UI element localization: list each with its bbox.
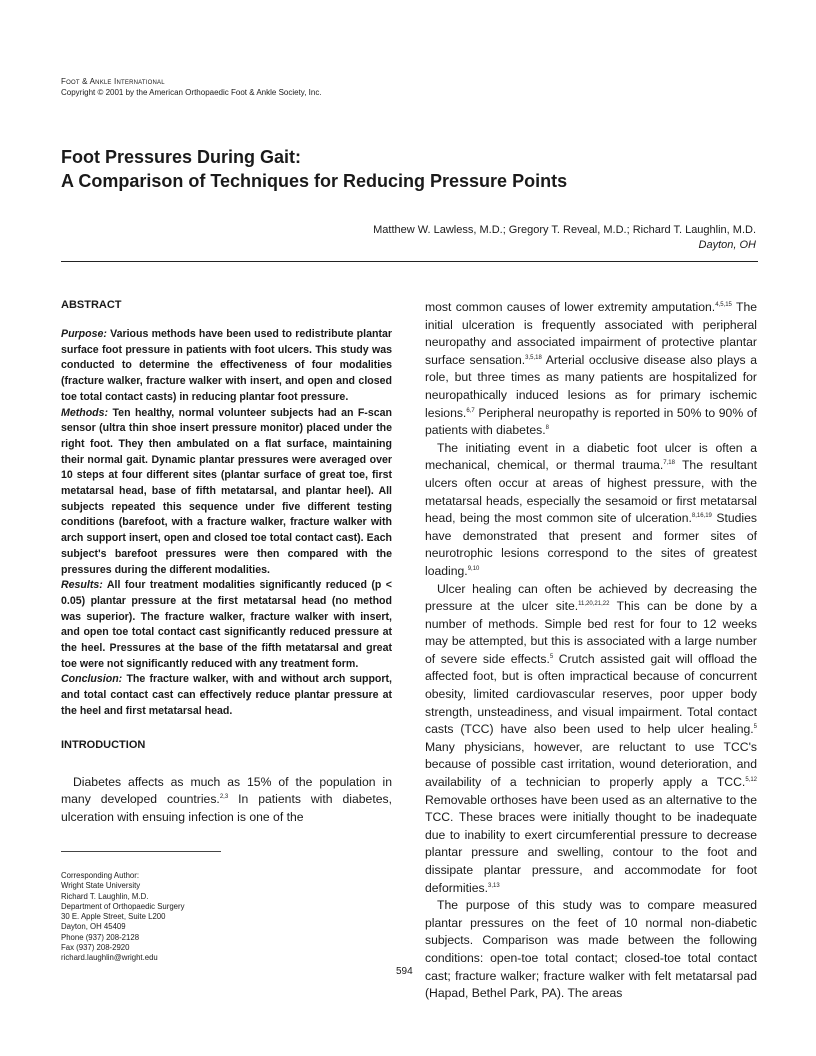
abstract-heading: ABSTRACT xyxy=(61,299,122,311)
p3-text-a: Ulcer healing can often be achieved by decreasing the pressure at the ulcer site. xyxy=(425,581,757,614)
journal-header xyxy=(61,76,322,98)
title-line-1: Foot Pressures During Gait: xyxy=(61,147,302,167)
p1-text-c: Arterial occlusive disease also plays a role, but three times as many patients are hospitalized for neuropathically induced lesions as for primary ischemic lesions. xyxy=(425,352,757,420)
p3-text-d: Many physicians, however, are reluctant to use TCC's because of possible cast irritation, wound deterioration, and availability of a technician to properly apply a TCC. xyxy=(425,739,757,790)
corr-line: Wright State University xyxy=(61,881,141,891)
methods-text: Ten healthy, normal volunteer subjects had an F-scan sensor (ultra thin shoe insert pressure monitor) placed under the right foot. They then ambulated on a flat surface, maintaining their normal gait. Dynamic plantar pressures were averaged over 10 steps at four different sites (plantar surface of great toe, first metatarsal head, base of fifth metatarsal, and plantar heel). All subjects repeated this sequence under five different testing conditions (barefoot, with a fracture walker, fracture walker with arch support insert, open and closed toe total contact cast). Each subject's barefoot pressures were then compared with the pressures during the different modalities. xyxy=(61,406,392,576)
left-column xyxy=(61,298,392,826)
body-paragraph-3 xyxy=(425,581,757,898)
copyright-line: Copyright © 2001 by the American Orthopaedic Foot & Ankle Society, Inc. xyxy=(61,88,322,97)
citation: 6,7 xyxy=(466,407,475,414)
intro-paragraph-1 xyxy=(61,774,392,827)
citation: 5 xyxy=(549,653,554,660)
citation: 9,10 xyxy=(467,565,480,572)
footnote-divider xyxy=(61,851,221,852)
intro-p1-text-a: Diabetes affects as much as 15% of the population in many developed countries. xyxy=(61,774,392,807)
corr-line: Phone (937) 208-2128 xyxy=(61,932,140,942)
p2-text-a: The initiating event in a diabetic foot ulcer is often a mechanical, chemical, or thermal trauma. xyxy=(425,440,757,473)
introduction-heading: INTRODUCTION xyxy=(61,738,146,751)
p3-text-b: This can be done by a number of methods. Simple bed rest for four to 12 weeks may be attempted, but this is associated with a large number of severe side effects. xyxy=(425,599,757,666)
page-number: 594 xyxy=(396,966,413,977)
corr-email: richard.laughlin@wright.edu xyxy=(61,953,158,963)
citation: 11,20,21,22 xyxy=(578,601,610,608)
purpose-text: Various methods have been used to redistribute plantar surface foot pressure in patients with foot ulcers. This study was conducted to determine the effectiveness of four modalities (fracture walker, fracture walker with insert, and open and closed toe total contact casts) in reducing plantar foot pressure. xyxy=(61,328,392,403)
abstract-body xyxy=(61,327,392,720)
right-column xyxy=(425,299,757,1003)
p1-text-b: The initial ulceration is frequently associated with peripheral neuropathy and associated impairment of protective plantar surface sensation. xyxy=(425,300,758,367)
author-block xyxy=(373,223,756,253)
citation: 2,3 xyxy=(219,794,229,801)
p2-text-b: The resultant ulcers often occur at areas of highest pressure, with the metatarsal heads, especially the sesamoid or first metatarsal head, being the most common site of ulceration. xyxy=(425,458,757,526)
citation: 5 xyxy=(753,724,757,731)
citation: 5,12 xyxy=(745,777,757,784)
journal-name: Foot & Ankle International xyxy=(61,77,165,86)
corr-line: Dayton, OH 45409 xyxy=(61,922,126,932)
paper-title xyxy=(61,145,567,193)
citation: 7,18 xyxy=(663,460,675,467)
intro-p1-text-b: In patients with diabetes, ulceration with ensuing infection is one of the xyxy=(61,792,392,824)
results-text: All four treatment modalities significantly reduced (p < 0.05) plantar pressure at the first metatarsal head (no method was superior). The fracture walker, fracture walker with insert, and open toe total contact cast significantly reduced pressure at the heel. Pressures at the base of the fifth metatarsal and great toe were not significantly reduced with any treatment form. xyxy=(61,579,392,670)
body-paragraph-4: The purpose of this study was to compare measured plantar pressures on the feet of 10 normal non-diabetic subjects. Comparison was made between the following conditions: open-toe total contact; closed-toe total contact cast; fracture walker; fracture walker with felt metatarsal pad (Hapad, Bethel Park, PA). The areas xyxy=(425,898,757,1001)
purpose-label: Purpose: xyxy=(61,328,107,340)
citation: 8 xyxy=(545,425,549,432)
corr-line: Department of Orthopaedic Surgery xyxy=(61,901,185,911)
author-names: Matthew W. Lawless, M.D.; Gregory T. Reveal, M.D.; Richard T. Laughlin, M.D. xyxy=(373,224,756,236)
corr-line: Richard T. Laughlin, M.D. xyxy=(61,891,149,901)
body-paragraph-1 xyxy=(425,299,757,440)
p3-text-e: Removable orthoses have been used as an alternative to the TCC. These braces were initially thought to be inadequate due to inability to exert circumferential pressure to decrease plantar pressure and swelling, contour to the foot and dissipate plantar pressure, and accommodate for foot deformities. xyxy=(425,792,757,895)
p1-text-d: Peripheral neuropathy is reported in 50% to 90% of patients with diabetes. xyxy=(425,405,757,438)
citation: 3,5,18 xyxy=(525,354,542,361)
conclusion-text: The fracture walker, with and without arch support, and total contact cast can effectively reduce plantar pressure at the heel and first metatarsal head. xyxy=(61,673,392,717)
author-location: Dayton, OH xyxy=(698,239,756,251)
p2-text-c: Studies have demonstrated that present and former sites of neurotrophic lesions correspond to the sites of greatest loading. xyxy=(425,511,757,578)
corr-line: Corresponding Author: xyxy=(61,871,140,880)
methods-label: Methods: xyxy=(61,406,109,419)
correspondence-block xyxy=(61,871,185,964)
citation: 8,16,19 xyxy=(691,513,712,520)
p1-text-a: most common causes of lower extremity amputation. xyxy=(425,300,716,314)
corr-line: 30 E. Apple Street, Suite L200 xyxy=(61,912,166,922)
body-paragraph-2 xyxy=(425,440,757,581)
conclusion-label: Conclusion: xyxy=(61,673,123,686)
citation: 3,13 xyxy=(488,882,500,889)
citation: 4,5,15 xyxy=(715,302,732,308)
corr-line: Fax (937) 208-2920 xyxy=(61,943,130,953)
title-line-2: A Comparison of Techniques for Reducing Pressure Points xyxy=(61,171,568,191)
p3-text-c: Crutch assisted gait will offload the affected foot, but is often impractical because of concurrent obesity, limited cardiovascular reserves, poor upper body strength, unsteadiness, and visual impairment. Total contact casts (TCC) have also been used to help ulcer healing. xyxy=(425,651,758,737)
results-label: Results: xyxy=(61,579,103,592)
header-divider xyxy=(61,261,758,262)
